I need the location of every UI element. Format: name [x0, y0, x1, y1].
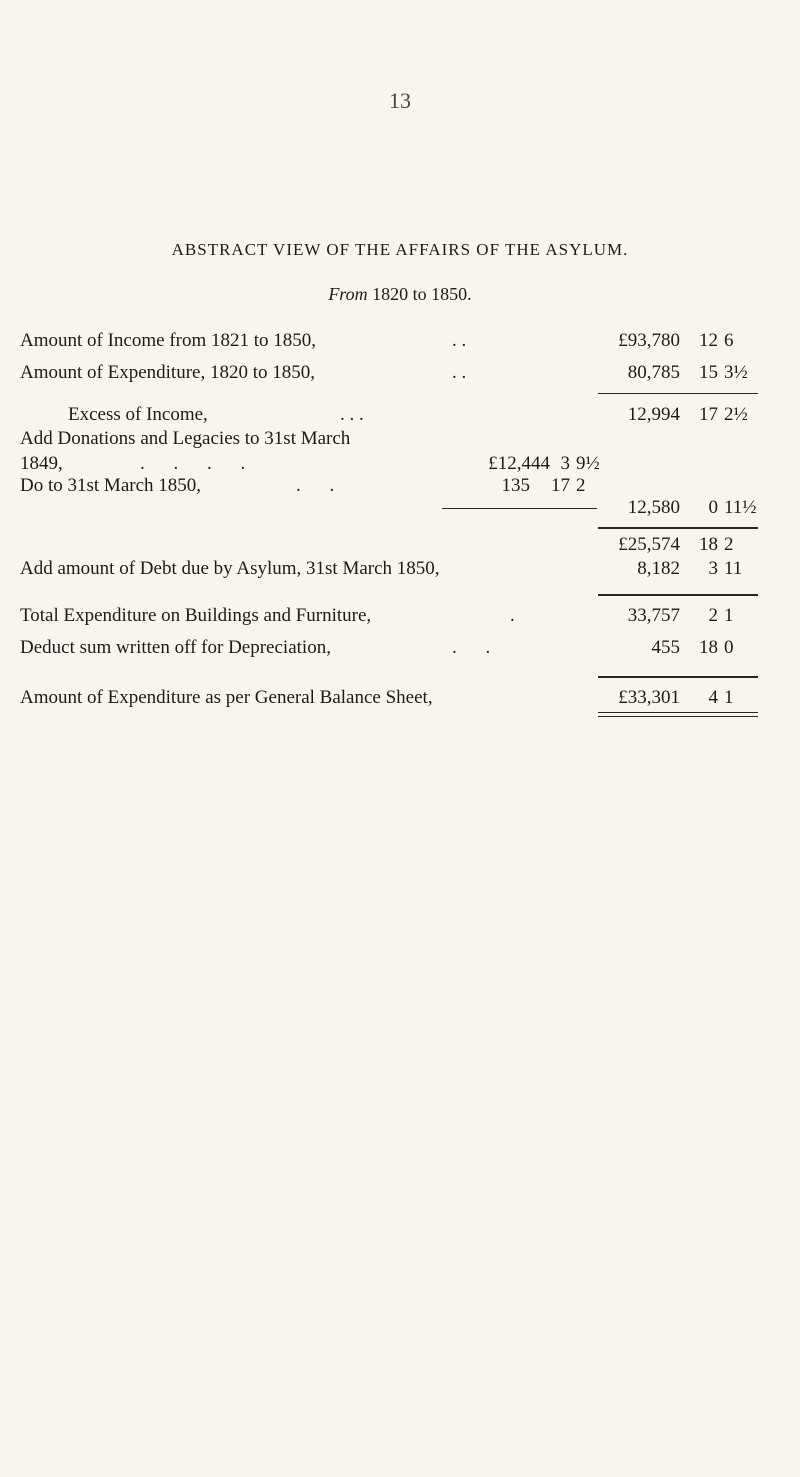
expenditure-pounds: 80,785	[627, 362, 680, 383]
expenditure-label: Amount of Expenditure, 1820 to 1850,	[20, 362, 315, 383]
subtitle-prefix: From	[328, 284, 368, 304]
total-buildings-shillings: 2	[708, 605, 718, 626]
income-pounds: £93,780	[618, 330, 680, 351]
income-label: Amount of Income from 1821 to 1850,	[20, 330, 317, 351]
depreciation-pence: 0	[724, 637, 734, 658]
depreciation-pounds: 455	[651, 637, 680, 658]
debt-pounds: 8,182	[637, 558, 680, 579]
donations-dots: . . . .	[140, 453, 246, 474]
expenditure-pence: 3½	[724, 362, 748, 383]
expenditure-shillings: 15	[699, 362, 718, 383]
depreciation-label: Deduct sum written off for Depreciation,	[20, 637, 331, 658]
depreciation-dots: . .	[452, 637, 491, 658]
income-pence: 6	[724, 330, 734, 351]
do-1850-dots: . .	[296, 475, 335, 496]
debt-label: Add amount of Debt due by Asylum, 31st March 1850,	[20, 558, 440, 579]
debt-shillings: 3	[708, 558, 718, 579]
debt-pence: 11	[724, 558, 743, 579]
rule-after-depreciation	[598, 676, 758, 678]
balance-label: Amount of Expenditure as per General Balance Sheet,	[20, 687, 433, 708]
rule-after-donations	[598, 527, 758, 529]
rule-after-debt	[598, 594, 758, 596]
page-number: 13	[389, 88, 411, 113]
do-1850-inner-pence: 2	[576, 475, 586, 496]
donations-label-line1: Add Donations and Legacies to 31st March	[20, 428, 351, 449]
balance-shillings: 4	[708, 687, 718, 708]
donations-total-shillings: 0	[708, 497, 718, 518]
depreciation-shillings: 18	[699, 637, 718, 658]
donations-inner-shillings: 3	[560, 453, 570, 474]
double-rule-total	[598, 712, 758, 717]
do-1850-label: Do to 31st March 1850,	[20, 475, 202, 496]
total-buildings-label: Total Expenditure on Buildings and Furniture,	[20, 605, 372, 626]
rule-after-expenditure	[598, 393, 758, 394]
donations-label-line2: 1849,	[20, 453, 63, 474]
subtitle-rest: 1820 to 1850.	[372, 284, 472, 304]
income-dots: . .	[452, 330, 467, 351]
page-subtitle	[0, 284, 800, 305]
excess-dots: . . .	[340, 404, 364, 425]
excess-pence: 2½	[724, 404, 748, 425]
do-1850-inner-pounds: 135	[501, 475, 530, 496]
subtotal-pence: 2	[724, 534, 734, 555]
page-title: ABSTRACT VIEW OF THE AFFAIRS OF THE ASYLUM.	[171, 240, 629, 259]
subtotal-pounds: £25,574	[618, 534, 680, 555]
total-buildings-pounds: 33,757	[627, 605, 680, 626]
balance-pounds: £33,301	[618, 687, 680, 708]
excess-label: Excess of Income,	[68, 404, 208, 425]
donations-total-pounds: 12,580	[627, 497, 680, 518]
donations-total-pence: 11½	[724, 497, 757, 518]
donations-inner-pence: 9½	[576, 453, 600, 474]
donations-inner-pounds: £12,444	[488, 453, 550, 474]
balance-pence: 1	[724, 687, 734, 708]
total-buildings-dots: .	[510, 605, 515, 626]
excess-shillings: 17	[699, 404, 718, 425]
do-1850-inner-shillings: 17	[551, 475, 570, 496]
total-buildings-pence: 1	[724, 605, 734, 626]
income-shillings: 12	[699, 330, 718, 351]
expenditure-dots: . .	[452, 362, 467, 383]
excess-pounds: 12,994	[627, 404, 680, 425]
subtotal-shillings: 18	[699, 534, 718, 555]
